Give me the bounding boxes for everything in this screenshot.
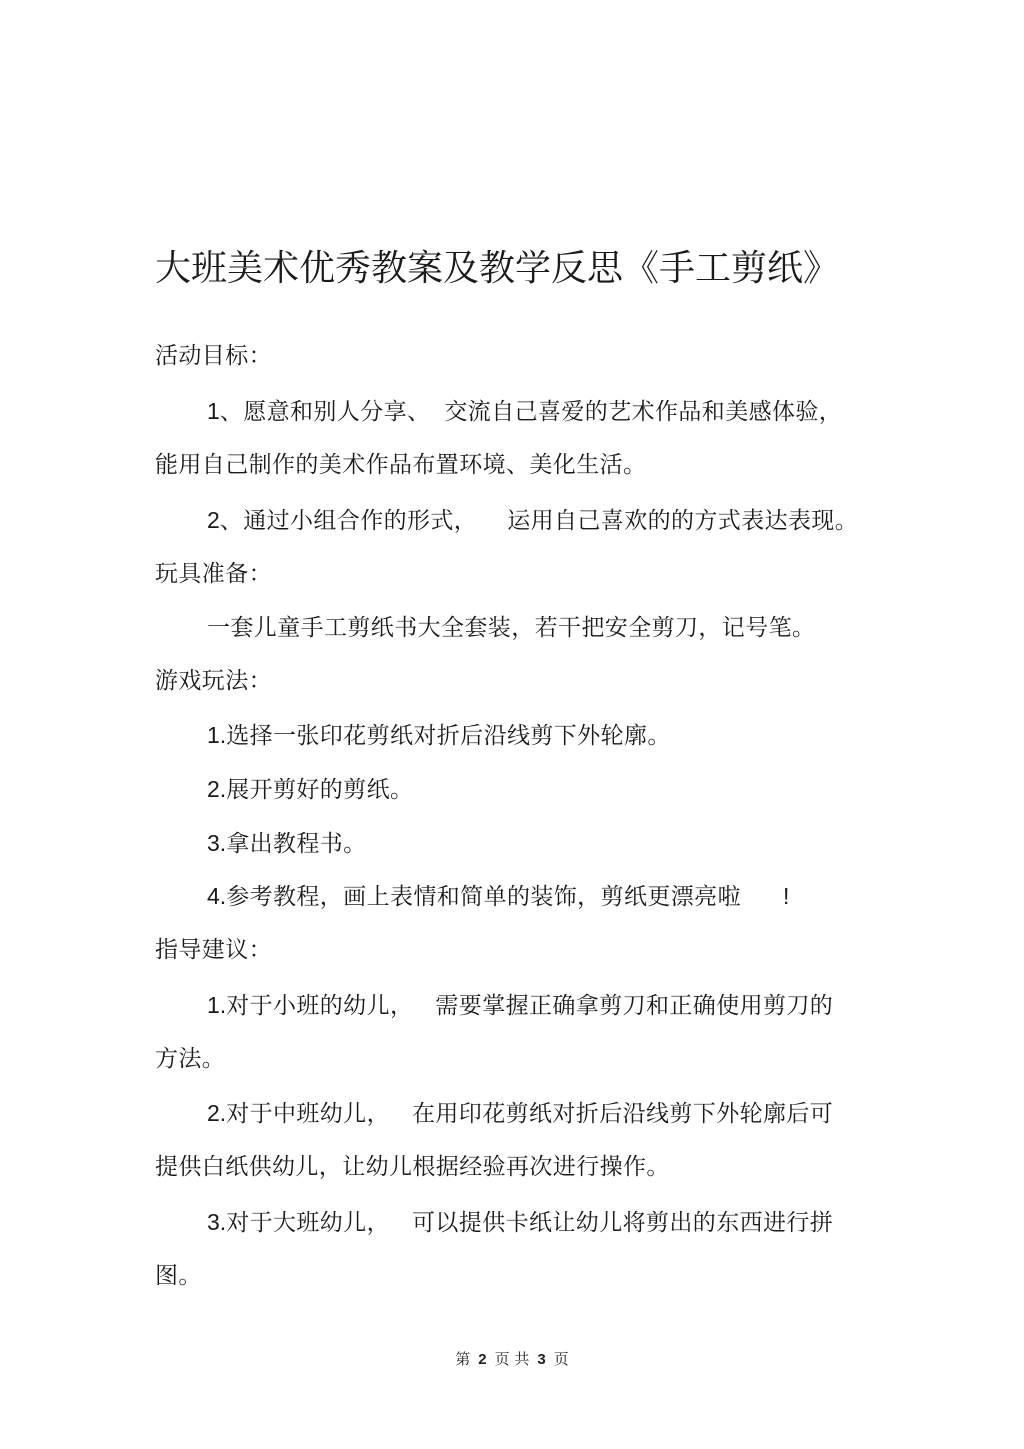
- guidance-item-2: [207, 1096, 833, 1131]
- guidance-item-3-text-b: 可以提供卡纸让幼儿将剪出的东西进行拼: [412, 1210, 834, 1236]
- footer-current-page: 2: [478, 1351, 487, 1368]
- footer-prefix: 第: [455, 1350, 471, 1368]
- page-footer: [0, 1348, 1024, 1371]
- footer-total-pages: 3: [537, 1351, 546, 1368]
- goal-item-2-number: 2: [207, 507, 220, 533]
- guidance-item-3: [207, 1205, 833, 1240]
- play-step-1-text: 选择一张印花剪纸对折后沿线剪下外轮廓。: [226, 723, 671, 749]
- section-heading-materials: 玩具准备：: [155, 561, 272, 587]
- guidance-item-1-text-a: 对于小班的幼儿，: [226, 993, 414, 1019]
- section-heading-guidance: 指导建议：: [155, 937, 272, 963]
- guidance-item-2-continuation: 提供白纸供幼儿，让幼儿根据经验再次进行操作。: [155, 1154, 670, 1180]
- play-step-3-number: 3.: [207, 830, 227, 856]
- play-step-1-number: 1.: [207, 722, 227, 748]
- guidance-item-3-number: 3.: [207, 1209, 227, 1235]
- play-step-2: [207, 772, 413, 807]
- section-heading-play: 游戏玩法：: [155, 668, 272, 694]
- play-step-4: [207, 879, 789, 914]
- goal-item-1-continuation: 能用自己制作的美术作品布置环境、美化生活。: [155, 452, 647, 478]
- materials-text: 一套儿童手工剪纸书大全套装，若干把安全剪刀，记号笔。: [207, 615, 816, 641]
- goal-item-1-text-a: 、愿意和别人分享、: [219, 399, 431, 425]
- guidance-item-1: [207, 988, 833, 1023]
- play-step-3-text: 拿出教程书。: [226, 831, 367, 857]
- section-heading-goals: 活动目标：: [155, 343, 272, 369]
- footer-suffix: 页: [553, 1350, 569, 1368]
- goal-item-2: [207, 503, 858, 538]
- guidance-item-2-number: 2.: [207, 1100, 227, 1126]
- guidance-item-2-text-a: 对于中班幼儿，: [226, 1101, 390, 1127]
- goal-item-1-text-b: 交流自己喜爱的艺术作品和美感体验，: [444, 399, 843, 425]
- footer-mid: 页 共: [494, 1350, 530, 1368]
- play-step-1: [207, 718, 671, 753]
- play-step-2-text: 展开剪好的剪纸。: [226, 777, 414, 803]
- play-step-4-exclamation: !: [783, 883, 790, 909]
- goal-item-2-text-a: 、通过小组合作的形式，: [219, 508, 478, 534]
- play-step-4-number: 4.: [207, 883, 227, 909]
- play-step-3: [207, 826, 367, 861]
- goal-item-1-number: 1: [207, 398, 220, 424]
- play-step-2-number: 2.: [207, 776, 227, 802]
- guidance-item-3-text-a: 对于大班幼儿，: [226, 1210, 390, 1236]
- play-step-4-text: 参考教程，画上表情和简单的装饰，剪纸更漂亮啦: [226, 884, 741, 910]
- document-title: 大班美术优秀教案及教学反思《手工剪纸》: [155, 248, 840, 289]
- goal-item-1: [207, 394, 842, 429]
- guidance-item-2-text-b: 在用印花剪纸对折后沿线剪下外轮廓后可: [412, 1101, 834, 1127]
- guidance-item-1-text-b: 需要掌握正确拿剪刀和正确使用剪刀的: [435, 993, 834, 1019]
- guidance-item-1-continuation: 方法。: [155, 1046, 226, 1072]
- guidance-item-1-number: 1.: [207, 992, 227, 1018]
- guidance-item-3-continuation: 图。: [155, 1263, 202, 1289]
- goal-item-2-text-b: 运用自己喜欢的的方式表达表现。: [507, 508, 859, 534]
